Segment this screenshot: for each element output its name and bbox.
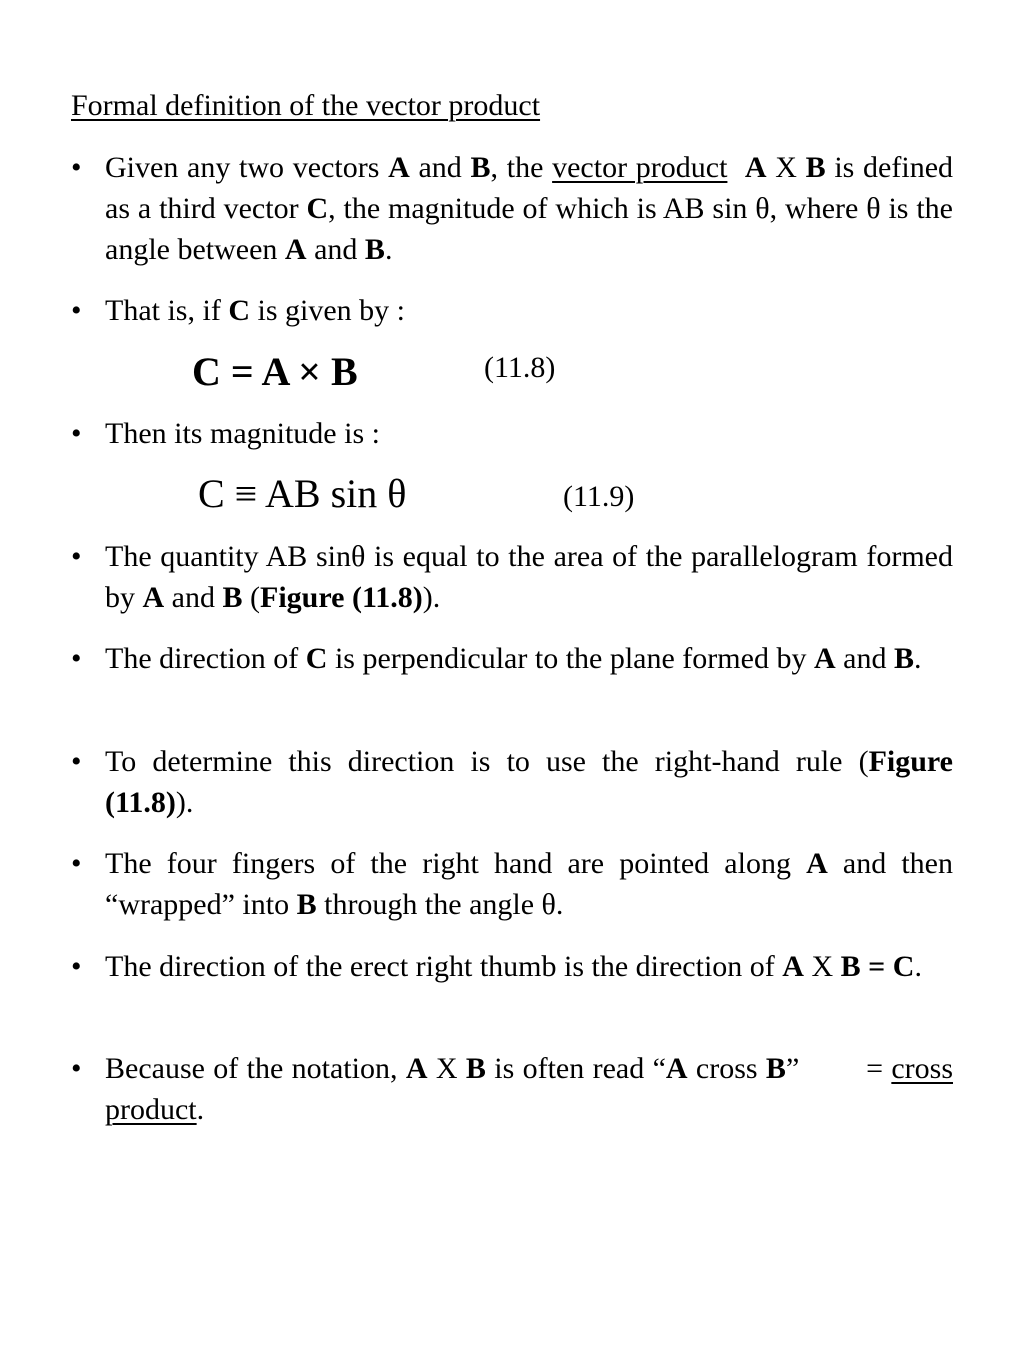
figure-reference: Figure (11.8) — [260, 581, 423, 614]
list-item-given-by — [71, 290, 953, 331]
bullet-marker: • — [71, 540, 82, 573]
equation-11-9: C ≡ AB sin θ — [198, 471, 407, 516]
list-item-text: The quantity AB sinθ is equal to the area of the parallelogram formed by A and B (Figure (11.8)). — [105, 540, 953, 614]
page-title: Formal definition of the vector product — [71, 89, 541, 122]
list-item-text: The direction of the erect right thumb is the direction of A X B = C. — [105, 950, 922, 983]
list-item-text: The four fingers of the right hand are pointed along A and then “wrapped” into B through the angle θ. — [105, 847, 953, 921]
bullet-marker: • — [71, 417, 82, 450]
bullet-marker: • — [71, 847, 82, 880]
list-item-text: To determine this direction is to use the right-hand rule (Figure (11.8)). — [105, 745, 953, 819]
term-vector-product: vector product — [552, 151, 728, 184]
list-item-text: That is, if C is given by : — [105, 294, 405, 327]
list-item-definition — [71, 147, 953, 270]
list-item-cross-product — [71, 1048, 953, 1130]
list-item-four-fingers — [71, 843, 953, 925]
list-item-right-hand-rule — [71, 741, 953, 823]
list-item-text: Given any two vectors A and B, the vector product A X B is defined as a third vector C, the magnitude of which is AB sin θ, where θ is the angle between A and B. — [105, 151, 954, 266]
equation-number-11-9: (11.9) — [563, 480, 635, 513]
figure-reference: Figure (11.8) — [105, 745, 953, 819]
bullet-marker: • — [71, 642, 82, 675]
list-item-text: Because of the notation, A X B is often read “A cross B” = cross product. — [105, 1052, 953, 1126]
list-item-magnitude-intro — [71, 413, 953, 454]
bullet-marker: • — [71, 950, 82, 983]
bullet-marker: • — [71, 745, 82, 778]
equation-11-8: C = A × B — [192, 349, 358, 394]
list-item-direction — [71, 638, 953, 679]
bullet-marker: • — [71, 294, 82, 327]
bullet-marker: • — [71, 151, 82, 184]
list-item-text: Then its magnitude is : — [105, 417, 380, 450]
equation-number-11-8: (11.8) — [484, 351, 556, 384]
list-item-text: The direction of C is perpendicular to the plane formed by A and B. — [105, 642, 922, 675]
bullet-marker: • — [71, 1052, 82, 1085]
list-item-thumb-direction — [71, 946, 953, 987]
term-cross-product: cross product — [105, 1052, 953, 1126]
list-item-parallelogram-area — [71, 536, 953, 618]
